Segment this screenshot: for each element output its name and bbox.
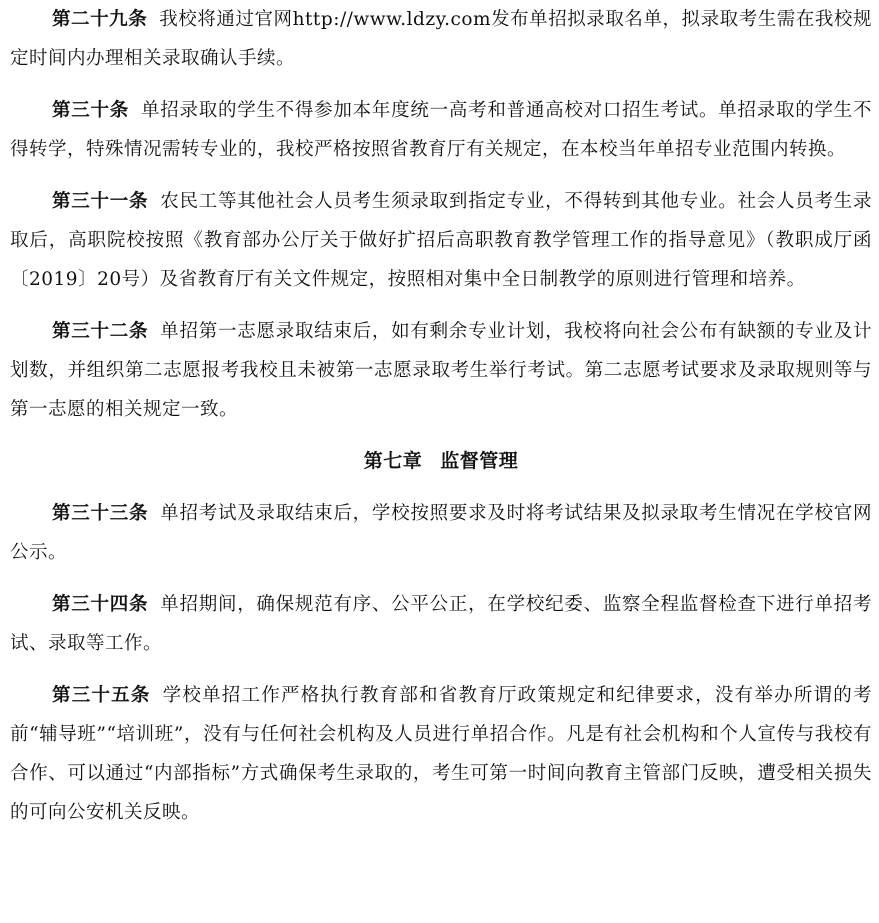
article-text: 单招考试及录取结束后，学校按照要求及时将考试结果及拟录取考生情况在学校官网公示。: [10, 503, 872, 563]
article-number: 第二十九条: [52, 9, 148, 30]
article-number: 第三十条: [52, 100, 129, 121]
article-text: 学校单招工作严格执行教育部和省教育厅政策规定和纪律要求，没有举办所谓的考前“辅导班”“培训班”，没有与任何社会机构及人员进行单招合作。凡是有社会机构和个人宣传与我校有合作、可以通过“内部指标”方式确保考生录取的，考生可第一时间向教育主管部门反映，遭受相关损失的可向公安机关反映。: [10, 685, 872, 823]
article-number: 第三十五条: [52, 685, 151, 706]
article-number: 第三十二条: [52, 321, 149, 342]
article-30: [10, 91, 872, 169]
article-35: [10, 676, 872, 832]
article-number: 第三十三条: [52, 503, 149, 524]
article-29: [10, 0, 872, 78]
article-34: [10, 585, 872, 663]
article-33: [10, 494, 872, 572]
article-text: 单招第一志愿录取结束后，如有剩余专业计划，我校将向社会公布有缺额的专业及计划数，并组织第二志愿报考我校且未被第一志愿录取考生举行考试。第二志愿考试要求及录取规则等与第一志愿的相关规定一致。: [10, 321, 872, 420]
chapter-heading: [10, 442, 872, 481]
article-text: 单招期间，确保规范有序、公平公正，在学校纪委、监察全程监督检查下进行单招考试、录取等工作。: [10, 594, 872, 654]
article-number: 第三十四条: [52, 594, 149, 615]
document-page: [10, 0, 872, 832]
chapter-title: 监督管理: [440, 450, 519, 472]
article-number: 第三十一条: [52, 191, 149, 212]
article-32: [10, 312, 872, 429]
article-text: 单招录取的学生不得参加本年度统一高考和普通高校对口招生考试。单招录取的学生不得转学，特殊情况需转专业的，我校严格按照省教育厅有关规定，在本校当年单招专业范围内转换。: [10, 100, 872, 160]
article-31: [10, 182, 872, 299]
chapter-number: 第七章: [363, 450, 423, 472]
article-text: 我校将通过官网http://www.ldzy.com发布单招拟录取名单，拟录取考生需在我校规定时间内办理相关录取确认手续。: [10, 9, 872, 69]
article-text: 农民工等其他社会人员考生须录取到指定专业，不得转到其他专业。社会人员考生录取后，高职院校按照《教育部办公厅关于做好扩招后高职教育教学管理工作的指导意见》（教职成厅函〔2019〕20号）及省教育厅有关文件规定，按照相对集中全日制教学的原则进行管理和培养。: [10, 191, 872, 290]
